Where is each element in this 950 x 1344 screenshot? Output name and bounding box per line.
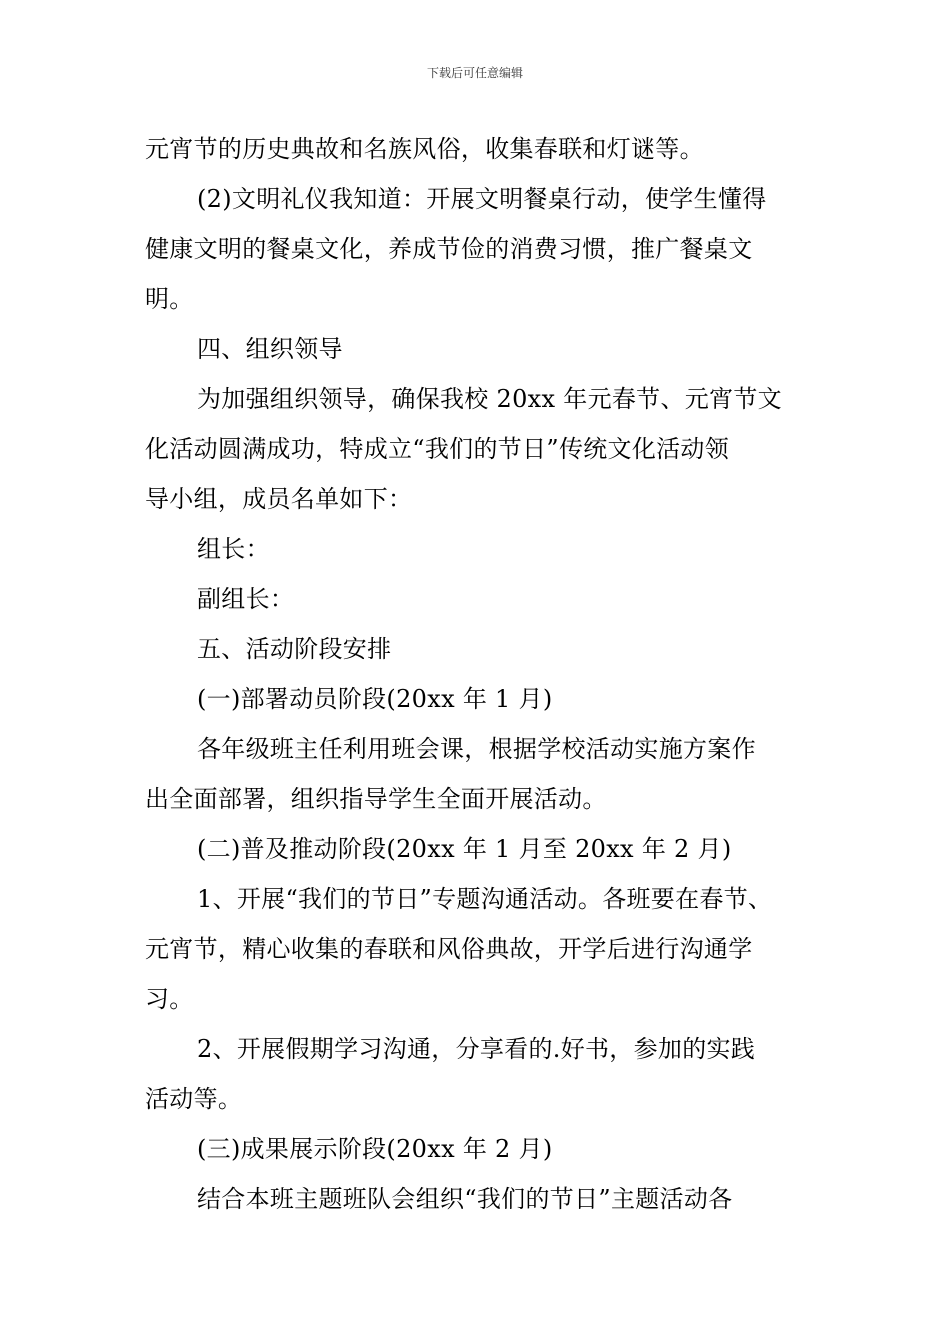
subsection-heading: (三)成果展示阶段(20xx 年 2 月) — [197, 1135, 553, 1163]
subsection-heading: (二)普及推动阶段(20xx 年 1 月至 20xx 年 2 月) — [197, 835, 732, 863]
text-line: 健康文明的餐桌文化，养成节俭的消费习惯，推广餐桌文 — [145, 235, 753, 263]
document-body — [145, 124, 825, 1224]
text-line: 出全面部署，组织指导学生全面开展活动。 — [145, 785, 607, 813]
text-line: 元宵节的历史典故和名族风俗，收集春联和灯谜等。 — [145, 135, 704, 163]
text-line: 元宵节，精心收集的春联和风俗典故，开学后进行沟通学 — [145, 935, 753, 963]
text-line: 化活动圆满成功，特成立“我们的节日”传统文化活动领 — [145, 435, 730, 463]
text-line: 1、开展“我们的节日”专题沟通活动。各班要在春节、 — [197, 885, 773, 913]
page-header: 下载后可任意编辑 — [426, 66, 523, 80]
text-line: 为加强组织领导，确保我校 20xx 年元春节、元宵节文 — [197, 385, 782, 413]
subsection-heading: (一)部署动员阶段(20xx 年 1 月) — [197, 685, 553, 713]
text-line: 明。 — [145, 285, 194, 313]
text-line: 活动等。 — [145, 1085, 243, 1113]
text-line: 组长： — [197, 535, 270, 563]
text-line: 导小组，成员名单如下： — [145, 485, 413, 513]
section-heading: 四、组织领导 — [197, 335, 343, 363]
text-line: 副组长： — [197, 585, 295, 613]
section-heading: 五、活动阶段安排 — [197, 635, 392, 663]
text-line: (2)文明礼仪我知道：开展文明餐桌行动，使学生懂得 — [197, 185, 767, 213]
text-line: 结合本班主题班队会组织“我们的节日”主题活动各 — [197, 1185, 733, 1213]
text-line: 各年级班主任利用班会课，根据学校活动实施方案作 — [197, 735, 756, 763]
text-line: 2、开展假期学习沟通，分享看的.好书，参加的实践 — [197, 1035, 756, 1063]
text-line: 习。 — [145, 985, 194, 1013]
